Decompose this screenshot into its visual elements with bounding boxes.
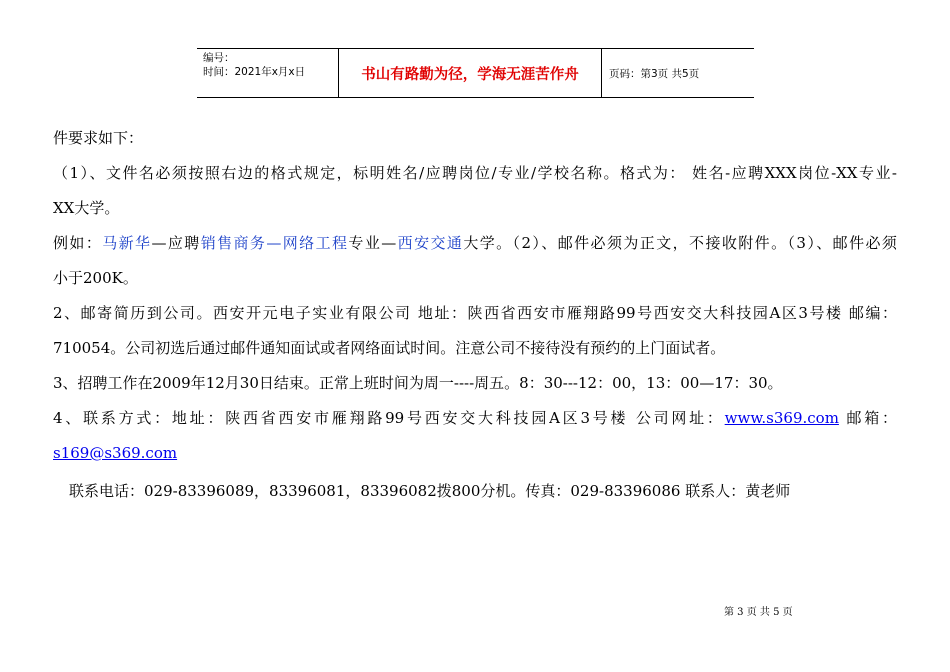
example-prefix: 例如： — [53, 234, 103, 252]
document-time-label: 时间：2021年x月x日 — [203, 66, 306, 78]
website-link[interactable]: www.s369.com — [724, 409, 839, 427]
example-major: 网络工程 — [281, 234, 349, 252]
header-divider — [601, 49, 602, 97]
email-link[interactable]: s169@s369.com — [53, 444, 178, 462]
example-rest: 大学。（2）、邮件必须为正文，不接收附件。（3）、邮件必须 — [463, 234, 897, 252]
example-school: 西安交通 — [396, 234, 464, 252]
contact-prefix: 4、联系方式：地址：陕西省西安市雁翔路99号西安交大科技园A区3号楼 公司网址： — [53, 409, 725, 427]
paragraph-contact-cont — [53, 443, 177, 463]
paragraph-phone: 联系电话：029-83396089，83396081，83396082拨800分机。传真：029-83396086 联系人：黄老师 — [69, 482, 791, 500]
paragraph-filename-rule: （1）、文件名必须按照右边的格式规定，标明姓名/应聘岗位/专业/学校名称。格式为： 姓名-应聘XXX岗位-XX专业- — [53, 164, 897, 182]
example-mid: 专业— — [348, 234, 397, 252]
paragraph-deadline: 3、招聘工作在2009年12月30日结束。正常上班时间为周一----周五。8：30---12：00，13：00—17：30。 — [53, 374, 783, 392]
paragraph-intro: 件要求如下： — [53, 129, 144, 147]
example-position: 销售商务 — [200, 234, 267, 252]
example-dash: — — [266, 234, 282, 252]
header-page-info: 页码：第3页 共5页 — [609, 67, 700, 80]
example-name: 马新华 — [102, 234, 152, 252]
header-motto: 书山有路勤为径，学海无涯苦作舟 — [361, 66, 579, 83]
paragraph-example-cont: 小于200K。 — [53, 269, 138, 287]
paragraph-contact — [53, 408, 897, 428]
example-dash: —应聘 — [151, 234, 201, 252]
page-footer: 第 3 页 共 5 页 — [724, 607, 793, 618]
paragraph-mail-resume: 2、邮寄简历到公司。西安开元电子实业有限公司 地址：陕西省西安市雁翔路99号西安交大科技园A区3号楼 邮编： — [53, 304, 897, 322]
document-header — [197, 48, 754, 98]
document-number-label: 编号： — [203, 52, 235, 64]
paragraph-filename-rule-cont: XX大学。 — [53, 199, 120, 217]
paragraph-example — [53, 233, 897, 253]
header-meta-cell — [197, 49, 338, 97]
paragraph-mail-resume-cont: 710054。公司初选后通过邮件通知面试或者网络面试时间。注意公司不接待没有预约的上门面试者。 — [53, 339, 726, 357]
contact-email-label: 邮箱： — [838, 409, 897, 427]
